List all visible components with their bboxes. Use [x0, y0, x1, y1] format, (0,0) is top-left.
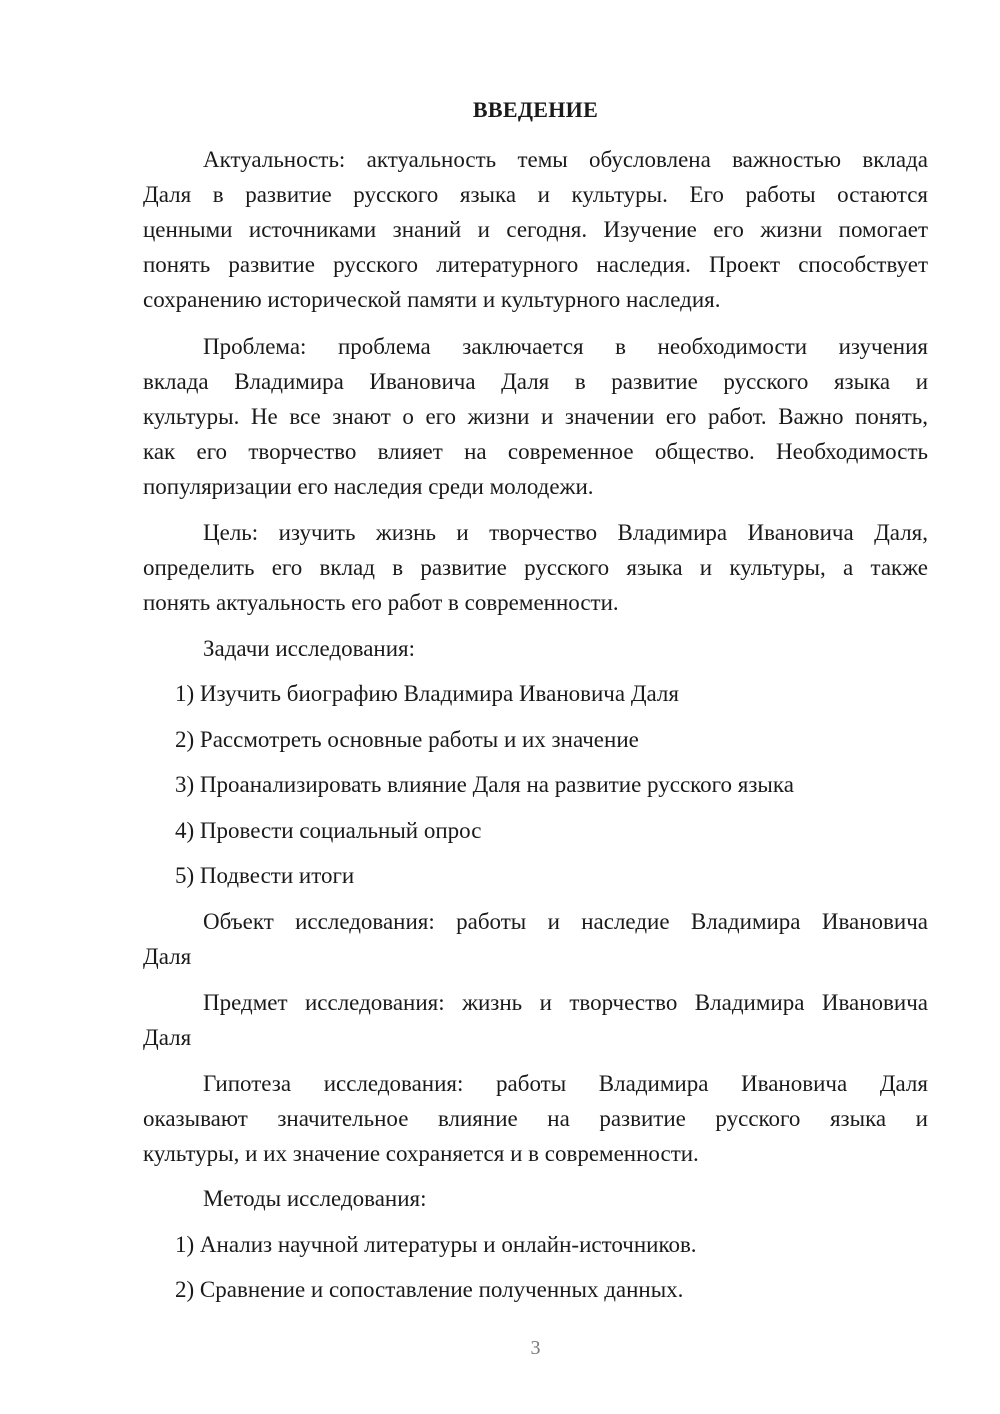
hypothesis-line: культуры, и их значение сохраняется и в современности.	[143, 1141, 699, 1166]
subject-paragraph	[143, 985, 928, 1055]
hypothesis-line: оказывают значительное влияние на развитие русского языка и	[143, 1106, 928, 1131]
relevance-line: понять развитие русского литературного наследия. Проект способствует	[143, 252, 928, 277]
relevance-line: ценными источниками знаний и сегодня. Изучение его жизни помогает	[143, 217, 928, 242]
goal-line: понять актуальность его работ в современности.	[143, 590, 619, 615]
problem-line: популяризации его наследия среди молодежи.	[143, 474, 594, 499]
subject-line: Даля	[143, 1025, 192, 1050]
goal-line: определить его вклад в развитие русского языка и культуры, а также	[143, 555, 928, 580]
task-item: 3) Проанализировать влияние Даля на развитие русского языка	[175, 772, 794, 797]
relevance-paragraph	[143, 142, 928, 317]
object-paragraph	[143, 904, 928, 974]
problem-line: вклада Владимира Ивановича Даля в развитие русского языка и	[143, 369, 928, 394]
object-line: Объект исследования: работы и наследие Владимира Ивановича	[203, 909, 928, 934]
problem-line: культуры. Не все знают о его жизни и значении его работ. Важно понять,	[143, 404, 928, 429]
relevance-line: Даля в развитие русского языка и культуры. Его работы остаются	[143, 182, 928, 207]
task-item: 4) Провести социальный опрос	[175, 818, 482, 843]
problem-line: как его творчество влияет на современное общество. Необходимость	[143, 439, 928, 464]
goal-paragraph	[143, 515, 928, 620]
hypothesis-line: Гипотеза исследования: работы Владимира Ивановича Даля	[203, 1071, 928, 1096]
tasks-heading: Задачи исследования:	[203, 636, 416, 661]
page-title: ВВЕДЕНИЕ	[472, 97, 599, 122]
task-item: 2) Рассмотреть основные работы и их значение	[175, 727, 639, 752]
problem-paragraph	[143, 329, 928, 504]
document-page	[143, 0, 928, 1414]
object-line: Даля	[143, 944, 192, 969]
relevance-line: Актуальность: актуальность темы обусловлена важностью вклада	[203, 147, 928, 172]
methods-heading: Методы исследования:	[203, 1186, 427, 1211]
problem-line: Проблема: проблема заключается в необходимости изучения	[203, 334, 928, 359]
method-item: 1) Анализ научной литературы и онлайн-источников.	[175, 1232, 697, 1257]
goal-line: Цель: изучить жизнь и творчество Владимира Ивановича Даля,	[203, 520, 928, 545]
task-item: 1) Изучить биографию Владимира Ивановича Даля	[175, 681, 679, 706]
relevance-line: сохранению исторической памяти и культурного наследия.	[143, 287, 721, 312]
method-item: 2) Сравнение и сопоставление полученных данных.	[175, 1277, 684, 1302]
hypothesis-paragraph	[143, 1066, 928, 1171]
page-number: 3	[530, 1337, 541, 1359]
task-item: 5) Подвести итоги	[175, 863, 355, 888]
subject-line: Предмет исследования: жизнь и творчество Владимира Ивановича	[203, 990, 928, 1015]
